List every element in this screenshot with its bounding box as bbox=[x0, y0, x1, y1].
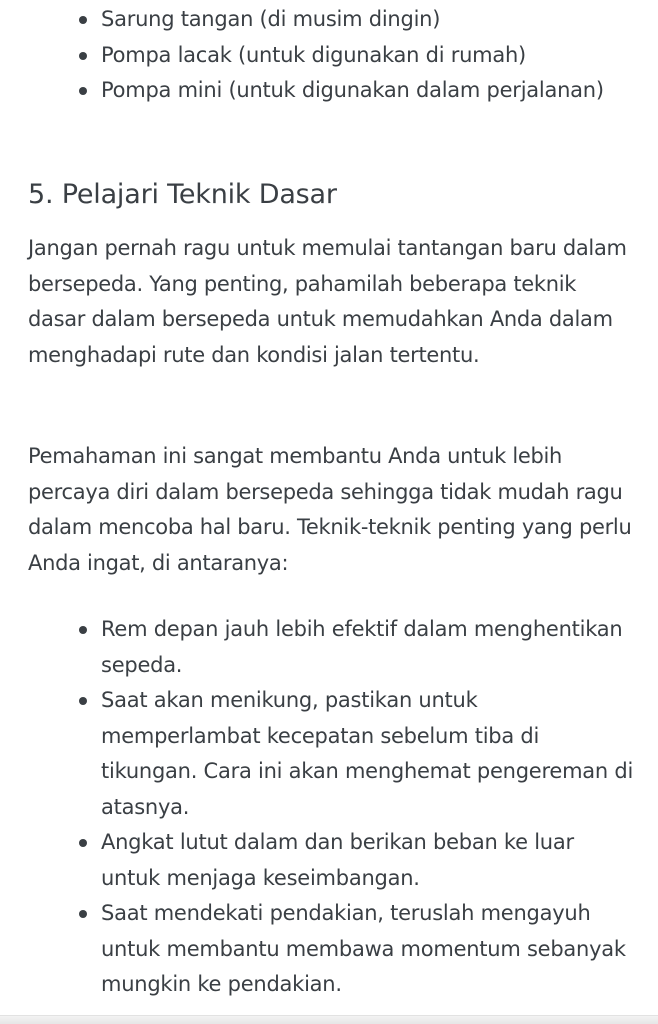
list-item-text: Rem depan jauh lebih efektif dalam menghentikan sepeda. bbox=[101, 617, 623, 677]
list-item-text: Angkat lutut dalam dan berikan beban ke luar untuk menjaga keseimbangan. bbox=[101, 830, 574, 890]
list-item-text: Pompa lacak (untuk digunakan di rumah) bbox=[101, 42, 526, 67]
bottom-edge-divider bbox=[0, 1015, 658, 1024]
techniques-list bbox=[0, 612, 658, 1003]
equipment-list bbox=[0, 2, 658, 109]
list-item bbox=[0, 2, 658, 38]
list-item bbox=[0, 825, 658, 896]
list-item-text: Saat akan menikung, pastikan untuk memperlambat kecepatan sebelum tiba di tikungan. Cara ini akan menghemat pengereman di atasnya. bbox=[101, 688, 634, 819]
list-item-text: Sarung tangan (di musim dingin) bbox=[101, 7, 441, 31]
paragraph-techniques: Pemahaman ini sangat membantu Anda untuk lebih percaya diri dalam bersepeda sehingga tidak mudah ragu dalam mencoba hal baru. Teknik-teknik penting yang perlu Anda ingat, di antaranya: bbox=[28, 444, 632, 575]
bullet-icon bbox=[79, 839, 87, 847]
list-item bbox=[0, 73, 658, 109]
list-item-text: Saat mendekati pendakian, teruslah mengayuh untuk membantu membawa momentum sebanyak mungkin ke pendakian. bbox=[101, 901, 626, 996]
section-heading: 5. Pelajari Teknik Dasar bbox=[28, 179, 337, 210]
list-item-text: Pompa mini (untuk digunakan dalam perjalanan) bbox=[101, 78, 604, 102]
list-item bbox=[0, 896, 658, 1003]
paragraph-intro: Jangan pernah ragu untuk memulai tantangan baru dalam bersepeda. Yang penting, pahamilah beberapa teknik dasar dalam bersepeda untuk memudahkan Anda dalam menghadapi rute dan kondisi jalan tertentu. bbox=[28, 236, 627, 367]
list-item bbox=[0, 683, 658, 825]
bullet-icon bbox=[79, 16, 87, 24]
list-item bbox=[0, 38, 658, 74]
bullet-icon bbox=[79, 52, 87, 60]
list-item bbox=[0, 612, 658, 683]
bullet-icon bbox=[79, 697, 87, 705]
bullet-icon bbox=[79, 626, 87, 634]
bullet-icon bbox=[79, 910, 87, 918]
bullet-icon bbox=[79, 87, 87, 95]
